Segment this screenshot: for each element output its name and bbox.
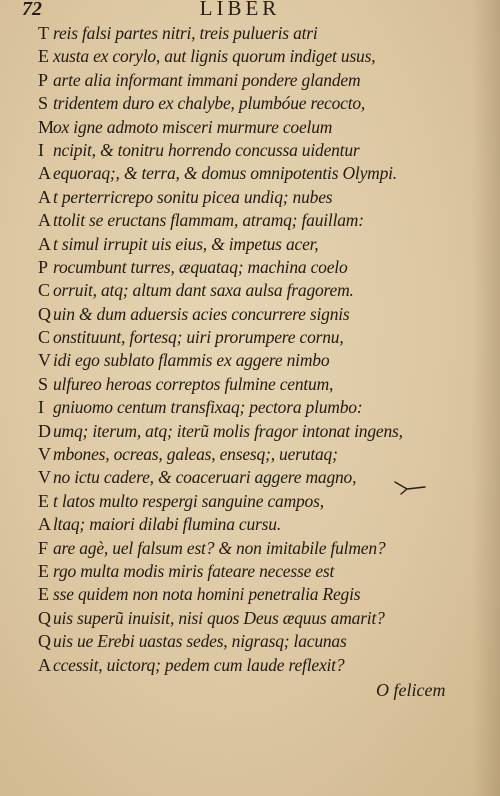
verse-text: ltaq; maiori dilabi flumina cursu. bbox=[53, 514, 281, 535]
verse-initial: P bbox=[38, 256, 49, 277]
verse-text: no ictu cadere, & coaceruari aggere magno, bbox=[53, 467, 357, 488]
verse-text: rocumbunt turres, æquataq; machina coelo bbox=[53, 256, 348, 277]
verse-line bbox=[38, 22, 403, 45]
verse-initial: C bbox=[38, 327, 51, 348]
poem-verses bbox=[38, 22, 403, 677]
verse-line bbox=[38, 583, 403, 606]
verse-line bbox=[38, 654, 403, 677]
verse-line bbox=[38, 607, 403, 630]
verse-line bbox=[38, 420, 403, 443]
verse-initial: Q bbox=[38, 631, 51, 652]
verse-initial: I bbox=[38, 139, 44, 160]
verse-initial: I bbox=[38, 397, 44, 418]
verse-initial: E bbox=[38, 46, 49, 67]
verse-text: reis falsi partes nitri, treis pulueris atri bbox=[53, 23, 318, 43]
verse-text: tridentem duro ex chalybe, plumbóue recocto, bbox=[53, 93, 366, 114]
verse-initial: M bbox=[38, 116, 55, 137]
verse-text: equoraq;, & terra, & domus omnipotentis Olympi. bbox=[53, 163, 397, 184]
verse-initial: V bbox=[38, 350, 51, 371]
verse-text: t simul irrupit uis eius, & impetus acer, bbox=[53, 233, 319, 254]
verse-initial: S bbox=[38, 93, 49, 114]
verse-text: gniuomo centum transfixaq; pectora plumbo: bbox=[53, 397, 363, 418]
verse-line bbox=[38, 396, 403, 419]
catchword: O felicem bbox=[376, 680, 446, 700]
page-number: 72 bbox=[22, 0, 42, 20]
verse-line bbox=[38, 326, 403, 349]
verse-initial: E bbox=[38, 584, 49, 605]
verse-initial: E bbox=[38, 560, 49, 581]
verse-text: umq; iterum, atq; iterũ molis fragor intonat ingens, bbox=[53, 420, 403, 441]
verse-line bbox=[38, 209, 403, 232]
verse-line bbox=[38, 537, 403, 560]
verse-line bbox=[38, 186, 403, 209]
verse-line bbox=[38, 373, 403, 396]
verse-line bbox=[38, 349, 403, 372]
verse-line bbox=[38, 630, 403, 653]
verse-text: xusta ex corylo, aut lignis quorum indiget usus, bbox=[53, 46, 376, 67]
verse-initial: E bbox=[38, 490, 49, 511]
verse-text: ulfureo heroas correptos fulmine centum, bbox=[53, 373, 334, 394]
margin-annotation-mark bbox=[393, 478, 427, 498]
verse-line bbox=[38, 279, 403, 302]
verse-line bbox=[38, 162, 403, 185]
verse-text: ccessit, uictorq; pedem cum laude reflexit? bbox=[53, 654, 345, 675]
verse-initial: S bbox=[38, 373, 49, 394]
verse-line bbox=[38, 303, 403, 326]
verse-text: uin & dum aduersis acies concurrere signis bbox=[53, 303, 350, 324]
verse-initial: P bbox=[38, 69, 49, 90]
verse-text: mbones, ocreas, galeas, ensesq;, uerutaq; bbox=[53, 444, 338, 465]
verse-line bbox=[38, 443, 403, 466]
verse-text: onstituunt, fortesq; uiri prorumpere cornu, bbox=[53, 327, 344, 348]
verse-initial: A bbox=[38, 654, 51, 675]
verse-text: t latos multo respergi sanguine campos, bbox=[53, 490, 324, 511]
verse-initial: C bbox=[38, 280, 51, 301]
verse-line bbox=[38, 69, 403, 92]
verse-line bbox=[38, 490, 403, 513]
verse-text: uis superũ inuisit, nisi quos Deus æquus amarit? bbox=[53, 607, 385, 628]
verse-line bbox=[38, 116, 403, 139]
verse-initial: V bbox=[38, 467, 51, 488]
verse-text: rgo multa modis miris fateare necesse est bbox=[53, 560, 335, 581]
verse-line bbox=[38, 45, 403, 68]
verse-text: t perterricrepo sonitu picea undiq; nubes bbox=[53, 186, 333, 207]
verse-initial: Q bbox=[38, 607, 51, 628]
verse-line bbox=[38, 466, 403, 489]
verse-initial: Q bbox=[38, 303, 51, 324]
verse-text: idi ego sublato flammis ex aggere nimbo bbox=[53, 350, 330, 371]
verse-initial: V bbox=[38, 444, 51, 465]
verse-initial: A bbox=[38, 210, 51, 231]
verse-initial: F bbox=[38, 537, 49, 558]
verse-line bbox=[38, 256, 403, 279]
verse-line bbox=[38, 92, 403, 115]
verse-initial: T bbox=[38, 23, 49, 43]
verse-text: ox igne admoto misceri murmure coelum bbox=[53, 116, 333, 137]
verse-initial: A bbox=[38, 163, 51, 184]
verse-text: sse quidem non nota homini penetralia Regis bbox=[53, 584, 361, 605]
verse-line bbox=[38, 233, 403, 256]
verse-line bbox=[38, 560, 403, 583]
verse-text: ttolit se eructans flammam, atramq; fauillam: bbox=[53, 210, 364, 231]
verse-initial: A bbox=[38, 233, 51, 254]
verse-initial: D bbox=[38, 420, 51, 441]
verse-text: orruit, atq; altum dant saxa aulsa fragorem. bbox=[53, 280, 354, 301]
verse-text: are agè, uel falsum est? & non imitabile fulmen? bbox=[53, 537, 386, 558]
verse-text: ncipit, & tonitru horrendo concussa uidentur bbox=[53, 139, 360, 160]
verse-line bbox=[38, 139, 403, 162]
verse-line bbox=[38, 513, 403, 536]
verse-initial: A bbox=[38, 514, 51, 535]
verse-text: arte alia informant immani pondere glandem bbox=[53, 69, 361, 90]
running-title: LIBER bbox=[199, 0, 281, 20]
verse-text: uis ue Erebi uastas sedes, nigrasq; lacunas bbox=[53, 631, 347, 652]
verse-initial: A bbox=[38, 186, 51, 207]
